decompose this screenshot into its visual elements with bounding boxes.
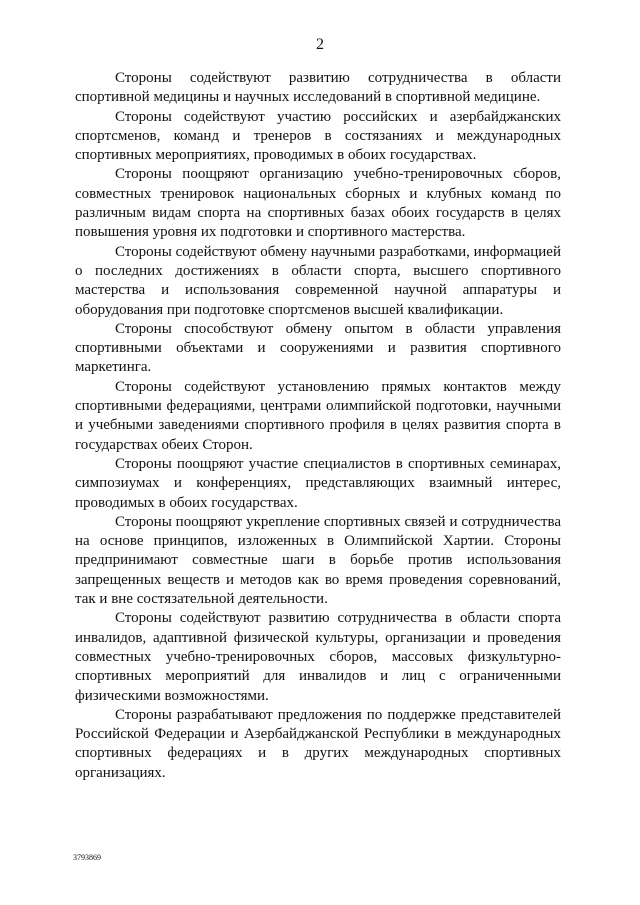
paragraph-8: Стороны поощряют укрепление спортивных связей и сотрудничества на основе принципов, изложенных в Олимпийской Хартии. Стороны предпринимают совместные шаги в борьбе против использования запрещенных веществ и методов как во время проведения соревнований, так и вне состязательной деятельности. [75,513,561,608]
paragraph-1: Стороны содействуют развитию сотрудничества в области спортивной медицины и научных исследований в спортивной медицине. [75,70,561,106]
paragraph-6: Стороны содействуют установлению прямых контактов между спортивными федерациями, центрами олимпийской подготовки, научными и учебными заведениями спортивного профиля в целях развития спорта в государствах обеих Сторон. [75,378,561,453]
document-code: 3793869 [73,853,101,862]
paragraph-5: Стороны способствуют обмену опытом в области управления спортивными объектами и сооружениями и развития спортивного маркетинга. [75,320,561,376]
paragraph-3: Стороны поощряют организацию учебно-тренировочных сборов, совместных тренировок национальных сборных и клубных команд по различным видам спорта на спортивных базах обоих государств в целях повышения уровня их подготовки и спортивного мастерства. [75,166,561,241]
document-body [75,69,561,783]
paragraph-10: Стороны разрабатывают предложения по поддержке представителей Российской Федерации и Азербайджанской Республики в международных спортивных федерациях и в других международных спортивных организациях. [75,706,561,781]
paragraph-4: Стороны содействуют обмену научными разработками, информацией о последних достижениях в области спорта, высшего спортивного мастерства и использования современной научной аппаратуры и оборудования при подготовке спортсменов высшей квалификации. [75,243,561,318]
paragraph-2: Стороны содействуют участию российских и азербайджанских спортсменов, команд и тренеров в состязаниях и международных спортивных мероприятиях, проводимых в обоих государствах. [75,108,561,164]
paragraph-7: Стороны поощряют участие специалистов в спортивных семинарах, симпозиумах и конференциях, представляющих взаимный интерес, проводимых в обоих государствах. [75,455,561,511]
paragraph-9: Стороны содействуют развитию сотрудничества в области спорта инвалидов, адаптивной физической культуры, организации и проведения совместных учебно-тренировочных сборов, массовых физкультурно-спортивных мероприятий для инвалидов и лиц с ограниченными физическими возможностями. [75,610,561,704]
page-number: 2 [316,36,324,53]
